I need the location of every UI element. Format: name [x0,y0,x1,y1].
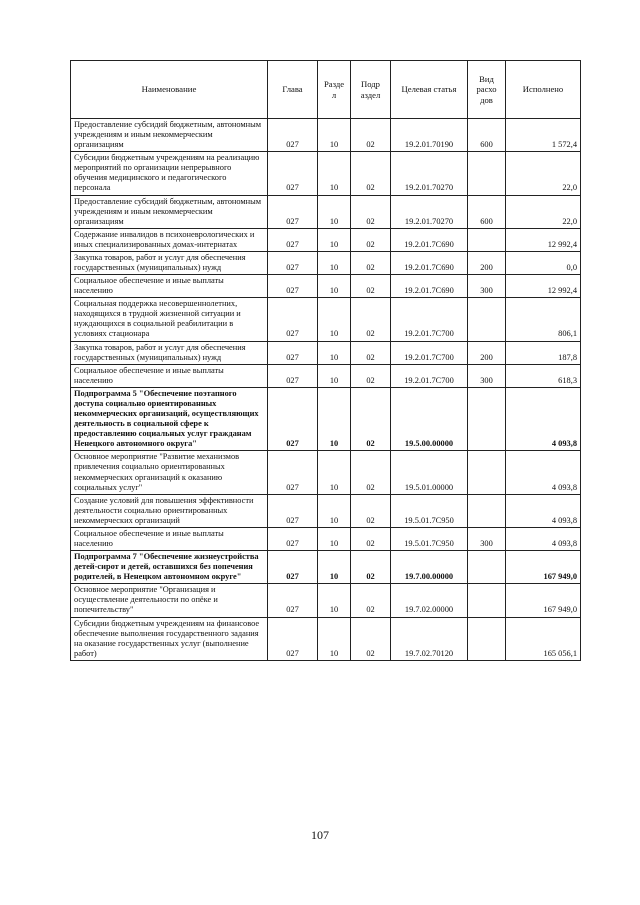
cell-subsection: 02 [351,228,391,251]
cell-target: 19.7.02.70120 [391,617,468,660]
cell-target: 19.5.01.7С950 [391,494,468,527]
table-row [71,584,581,617]
cell-chapter: 027 [268,298,318,341]
cell-chapter: 027 [268,617,318,660]
cell-subsection: 02 [351,119,391,152]
header-chapter: Глава [268,61,318,119]
cell-subsection: 02 [351,551,391,584]
cell-executed: 12 992,4 [506,275,581,298]
cell-section: 10 [318,119,351,152]
cell-expense-type: 200 [468,341,506,364]
cell-executed: 167 949,0 [506,551,581,584]
cell-expense-type: 300 [468,527,506,550]
cell-subsection: 02 [351,152,391,195]
cell-expense-type [468,617,506,660]
cell-name: Основное мероприятие "Развитие механизмов привлечения социально ориентированных некоммерческих организаций к оказанию социальных услуг" [71,451,268,494]
table-row [71,494,581,527]
cell-chapter: 027 [268,364,318,387]
cell-executed: 0,0 [506,251,581,274]
cell-name: Предоставление субсидий бюджетным, автономным учреждениям и иным некоммерческим организациям [71,119,268,152]
cell-executed: 1 572,4 [506,119,581,152]
table-body [71,119,581,661]
cell-expense-type: 600 [468,195,506,228]
table-row [71,275,581,298]
cell-expense-type [468,551,506,584]
cell-expense-type: 600 [468,119,506,152]
cell-subsection: 02 [351,251,391,274]
cell-target: 19.2.01.7С700 [391,364,468,387]
cell-target: 19.2.01.7С700 [391,341,468,364]
cell-section: 10 [318,364,351,387]
cell-name: Субсидии бюджетным учреждениям на финансовое обеспечение выполнения государственного задания на оказание государственных услуг (выполнение работ) [71,617,268,660]
cell-subsection: 02 [351,494,391,527]
cell-executed: 4 093,8 [506,527,581,550]
cell-section: 10 [318,584,351,617]
cell-section: 10 [318,387,351,450]
cell-target: 19.5.01.7С950 [391,527,468,550]
cell-subsection: 02 [351,451,391,494]
cell-executed: 187,8 [506,341,581,364]
table-row [71,251,581,274]
cell-chapter: 027 [268,228,318,251]
cell-expense-type [468,228,506,251]
cell-name: Подпрограмма 5 "Обеспечение поэтапного доступа социально ориентированных некоммерческих организаций, осуществляющих деятельность в социальной сфере к предоставлению социальных услуг гражданам Ненецкого автономного округа" [71,387,268,450]
cell-name: Закупка товаров, работ и услуг для обеспечения государственных (муниципальных) нужд [71,251,268,274]
table-row [71,527,581,550]
cell-section: 10 [318,298,351,341]
cell-expense-type [468,451,506,494]
cell-chapter: 027 [268,387,318,450]
cell-executed: 22,0 [506,195,581,228]
cell-executed: 12 992,4 [506,228,581,251]
cell-subsection: 02 [351,387,391,450]
cell-target: 19.5.00.00000 [391,387,468,450]
cell-subsection: 02 [351,341,391,364]
cell-executed: 4 093,8 [506,494,581,527]
header-name: Наименование [71,61,268,119]
header-expense-type: Вид расхо дов [468,61,506,119]
cell-expense-type [468,494,506,527]
cell-subsection: 02 [351,195,391,228]
cell-subsection: 02 [351,364,391,387]
cell-target: 19.5.01.00000 [391,451,468,494]
cell-section: 10 [318,251,351,274]
cell-subsection: 02 [351,298,391,341]
cell-executed: 618,3 [506,364,581,387]
cell-subsection: 02 [351,584,391,617]
cell-chapter: 027 [268,551,318,584]
cell-section: 10 [318,195,351,228]
cell-subsection: 02 [351,527,391,550]
cell-name: Социальное обеспечение и иные выплаты населению [71,527,268,550]
cell-expense-type: 300 [468,275,506,298]
header-target: Целевая статья [391,61,468,119]
cell-section: 10 [318,551,351,584]
cell-chapter: 027 [268,195,318,228]
cell-target: 19.2.01.7С700 [391,298,468,341]
cell-name: Подпрограмма 7 "Обеспечение жизнеустройства детей-сирот и детей, оставшихся без попечения родителей, в Ненецком автономном округе" [71,551,268,584]
cell-target: 19.2.01.7С690 [391,275,468,298]
cell-expense-type [468,298,506,341]
table-row [71,451,581,494]
cell-chapter: 027 [268,119,318,152]
cell-name: Закупка товаров, работ и услуг для обеспечения государственных (муниципальных) нужд [71,341,268,364]
cell-section: 10 [318,341,351,364]
table-row [71,364,581,387]
cell-expense-type [468,152,506,195]
cell-name: Субсидии бюджетным учреждениям на реализацию мероприятий по организации непрерывного обучения медицинского и педагогического персонала [71,152,268,195]
cell-chapter: 027 [268,527,318,550]
cell-chapter: 027 [268,152,318,195]
cell-expense-type [468,584,506,617]
cell-expense-type [468,387,506,450]
cell-name: Предоставление субсидий бюджетным, автономным учреждениям и иным некоммерческим организациям [71,195,268,228]
cell-executed: 167 949,0 [506,584,581,617]
cell-executed: 22,0 [506,152,581,195]
cell-target: 19.2.01.7С690 [391,228,468,251]
page-number: 107 [311,828,329,842]
cell-chapter: 027 [268,494,318,527]
cell-name: Социальное обеспечение и иные выплаты населению [71,364,268,387]
cell-section: 10 [318,494,351,527]
cell-name: Социальная поддержка несовершеннолетних, находящихся в трудной жизненной ситуации и нуждающихся в социальной реабилитации в условиях стационара [71,298,268,341]
budget-table [70,60,581,661]
cell-expense-type: 300 [468,364,506,387]
cell-chapter: 027 [268,451,318,494]
table-row [71,551,581,584]
cell-target: 19.2.01.70190 [391,119,468,152]
table-row [71,387,581,450]
header-subsection: Подр аздел [351,61,391,119]
cell-name: Социальное обеспечение и иные выплаты населению [71,275,268,298]
cell-section: 10 [318,228,351,251]
table-row [71,119,581,152]
header-section: Разде л [318,61,351,119]
cell-target: 19.2.01.70270 [391,195,468,228]
table-row [71,195,581,228]
cell-target: 19.2.01.70270 [391,152,468,195]
cell-section: 10 [318,451,351,494]
cell-executed: 4 093,8 [506,451,581,494]
table-row [71,152,581,195]
cell-target: 19.2.01.7С690 [391,251,468,274]
table-row [71,617,581,660]
header-executed: Исполнено [506,61,581,119]
table-row [71,228,581,251]
cell-subsection: 02 [351,617,391,660]
cell-section: 10 [318,617,351,660]
table-header-row [71,61,581,119]
cell-target: 19.7.00.00000 [391,551,468,584]
cell-name: Основное мероприятие "Организация и осуществление деятельности по опёке и попечительству" [71,584,268,617]
table-row [71,341,581,364]
cell-chapter: 027 [268,584,318,617]
cell-chapter: 027 [268,251,318,274]
cell-subsection: 02 [351,275,391,298]
cell-chapter: 027 [268,341,318,364]
cell-executed: 4 093,8 [506,387,581,450]
cell-target: 19.7.02.00000 [391,584,468,617]
cell-chapter: 027 [268,275,318,298]
cell-executed: 806,1 [506,298,581,341]
cell-executed: 165 056,1 [506,617,581,660]
cell-section: 10 [318,275,351,298]
cell-section: 10 [318,152,351,195]
cell-name: Создание условий для повышения эффективности деятельности социально ориентированных некоммерческих организаций [71,494,268,527]
cell-expense-type: 200 [468,251,506,274]
cell-section: 10 [318,527,351,550]
cell-name: Содержание инвалидов в психоневрологических и иных специализированных домах-интернатах [71,228,268,251]
table-row [71,298,581,341]
